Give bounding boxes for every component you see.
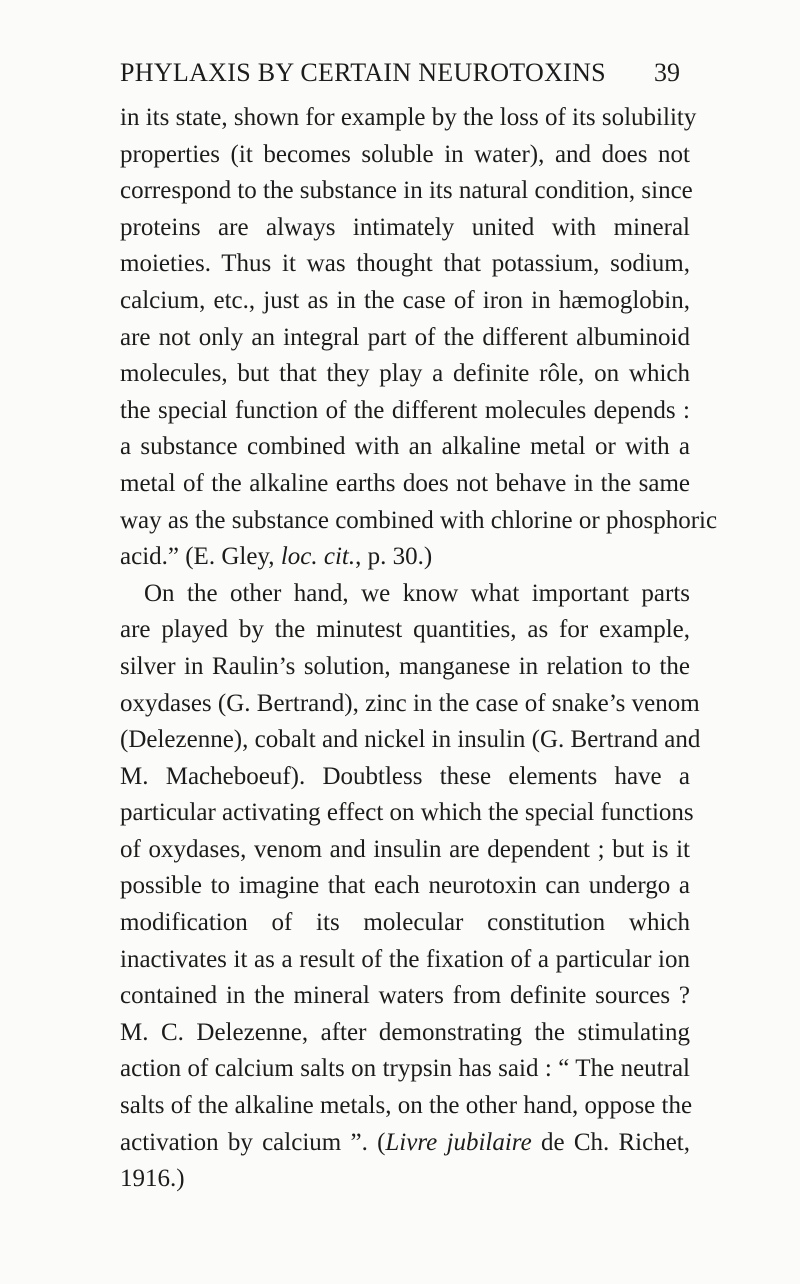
text-line: (Delezenne), cobalt and nickel in insulin (G. Bertrand and <box>120 726 701 754</box>
citation-italic: Livre jubilaire <box>385 1128 532 1156</box>
text-line: action of calcium salts on trypsin has said : “ The neutral <box>120 1055 690 1083</box>
text-run: , p. 30.) <box>355 543 433 571</box>
text-line: inactivates it as a result of the fixation of a particular ion <box>120 945 690 973</box>
text-line: moieties. Thus it was thought that potassium, sodium, <box>120 250 690 278</box>
text-line: silver in Raulin’s solution, manganese in relation to the <box>120 652 690 680</box>
text-line: correspond to the substance in its natural condition, since <box>120 177 693 205</box>
text-line: particular activating effect on which the special functions <box>120 799 694 827</box>
citation-italic: loc. cit. <box>280 543 356 571</box>
text-run: de Ch. Richet, <box>531 1128 691 1156</box>
text-run: activation by calcium ”. ( <box>120 1128 386 1156</box>
text-line: are not only an integral part of the different albuminoid <box>120 323 690 351</box>
text-line: of oxydases, venom and insulin are dependent ; but is it <box>120 835 690 863</box>
text-line: M. Macheboeuf). Doubtless these elements have a <box>120 762 690 790</box>
text-line: oxydases (G. Bertrand), zinc in the case of snake’s venom <box>120 689 700 717</box>
text-line <box>120 539 690 576</box>
text-line: properties (it becomes soluble in water), and does not <box>120 140 690 168</box>
running-title: PHYLAXIS BY CERTAIN NEUROTOXINS <box>120 58 606 87</box>
text-line: salts of the alkaline metals, on the other hand, oppose the <box>120 1092 693 1120</box>
text-line: the special function of the different molecules depends : <box>120 396 690 424</box>
running-head <box>120 52 680 92</box>
text-line: modification of its molecular constitution which <box>120 909 690 937</box>
text-line: a substance combined with an alkaline metal or with a <box>120 433 690 461</box>
text-line: metal of the alkaline earths does not behave in the same <box>120 469 690 497</box>
text-line: 1916.) <box>120 1165 185 1193</box>
text-run: acid.” (E. Gley, <box>120 543 281 571</box>
text-line: molecules, but that they play a definite rôle, on which <box>120 360 690 388</box>
text-line: are played by the minutest quantities, as for example, <box>120 616 690 644</box>
text-line: On the other hand, we know what important parts <box>144 579 690 607</box>
text-line: calcium, etc., just as in the case of iron in hæmoglobin, <box>120 286 690 314</box>
text-line: way as the substance combined with chlorine or phosphoric <box>120 506 718 534</box>
text-line <box>120 1125 690 1162</box>
body-text <box>120 100 718 1198</box>
text-line: M. C. Delezenne, after demonstrating the stimulating <box>120 1018 690 1046</box>
text-line: contained in the mineral waters from definite sources ? <box>120 982 690 1010</box>
text-line: possible to imagine that each neurotoxin can undergo a <box>120 872 690 900</box>
text-line: in its state, shown for example by the loss of its solubility <box>120 104 697 131</box>
text-line: proteins are always intimately united with mineral <box>120 213 690 241</box>
page-number: 39 <box>654 58 680 87</box>
